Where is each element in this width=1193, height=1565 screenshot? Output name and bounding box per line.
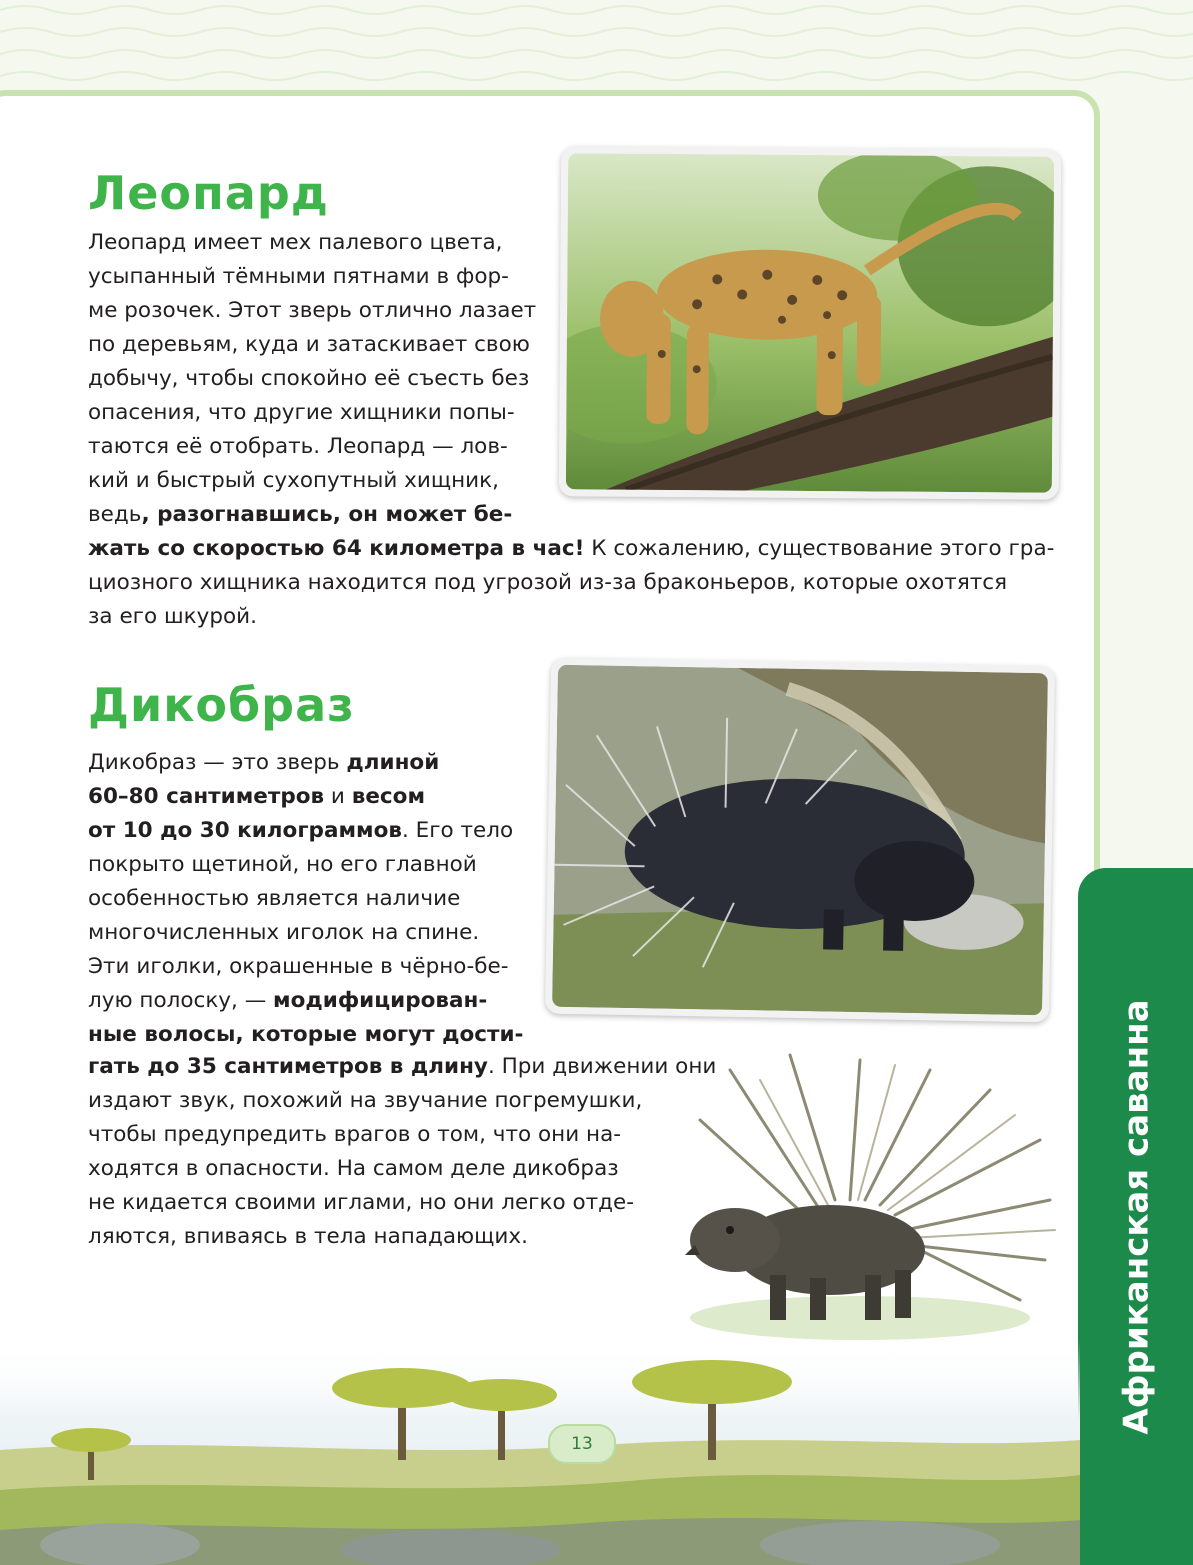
porcupine-quill-length-highlight: гать до 35 сантиметров в длину [88,1054,488,1079]
leopard-speed-highlight: жать со скоростью 64 километра в час! [88,536,585,561]
leopard-paragraph: Леопард имеет мех палевого цвета, усыпанный тёмными пятнами в фор- ме розочек. Этот зверь отлично лазает по деревьям, куда и затаскивает свою добычу, чтобы спокойно её съесть без опасения, что другие хищники попы- таются её отобрать. Леопард — лов- кий и быстрый сухопутный хищник, [88,230,537,493]
leopard-wide-paragraph [88,532,1064,634]
porcupine-photo [545,658,1055,1023]
porcupine-weight-highlight: весом от 10 до 30 килограммов [88,784,426,843]
leopard-photo [559,146,1061,499]
porcupine-paragraph [88,746,530,1052]
porcupine-quills-highlight: модифицирован- ные волосы, которые могут дости- [88,988,524,1047]
porcupine-wide-text: . При движении они издают звук, похожий на звучание погремушки, чтобы предупредить врагов о том, что они на- ходятся в опасности. На самом деле дикобраз не кидается своими иглами, но они легко отде- ляются, впиваясь в тела нападающих. [88,1054,717,1249]
porcupine-heading: Дикобраз [88,678,355,732]
leopard-line-9-bold: , разогнавшись, он может бе- [141,502,513,527]
porcupine-text-1: Дикобраз — это зверь [88,750,347,775]
porcupine-length-highlight: длиной 60–80 сантиметров [88,750,440,809]
porcupine-illustration [660,1050,1060,1350]
leopard-line-9 [88,498,540,532]
savanna-landscape [0,1340,1080,1565]
section-tab-label: Африканская саванна [1117,998,1158,1435]
leopard-line-9-plain: ведь [88,502,142,527]
porcupine-wide-paragraph [88,1050,718,1254]
leopard-wide-text: К сожалению, существование этого гра- циозного хищника находится под угрозой из-за браконьеров, которые охотятся за его шкурой. [88,536,1055,629]
porcupine-text-3: . Его тело покрыто щетиной, но его главной особенностью является наличие многочисленных иголок на спине. Эти иголки, окрашенные в чёрно-бе- лую полоску, — [88,818,514,1013]
section-tab-label-wrap [1082,868,1192,1565]
page-number: 13 [548,1424,616,1464]
leopard-heading: Леопард [88,166,329,220]
porcupine-text-2: и [324,784,352,809]
